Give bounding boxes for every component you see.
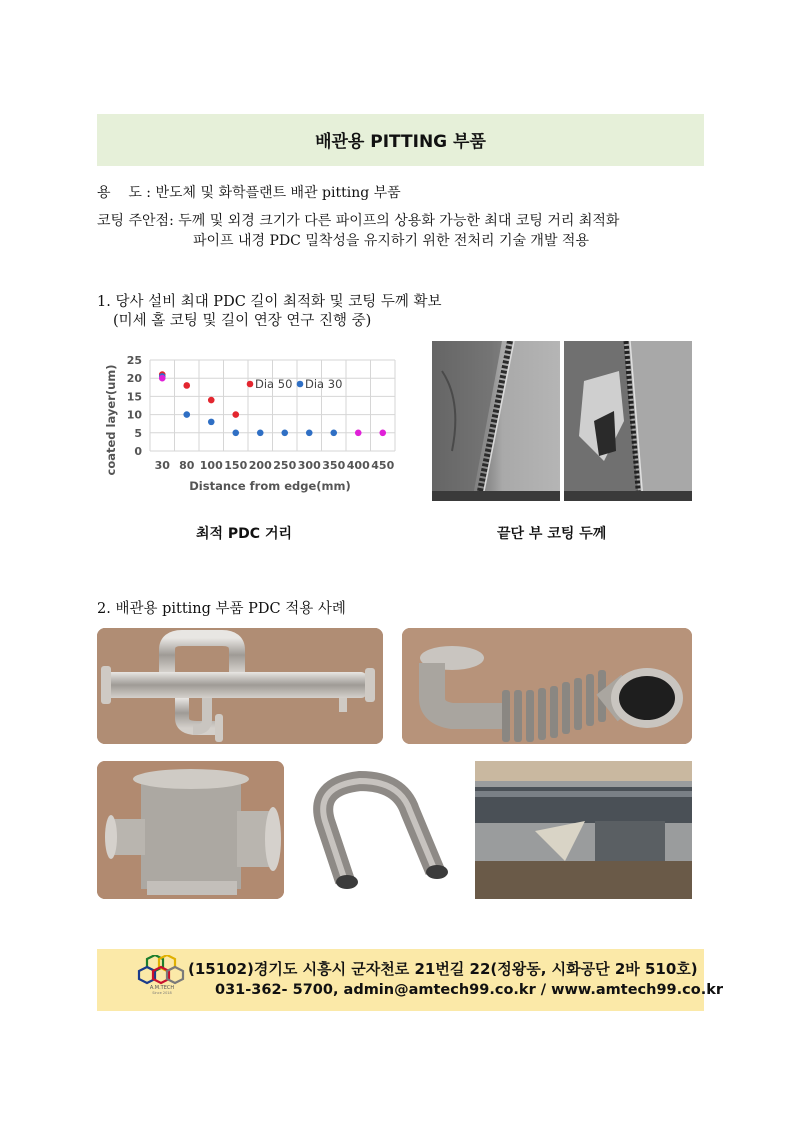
chart-x-ticks [155, 459, 395, 472]
coating-thickness-chart [100, 348, 405, 496]
footer-contact-bar [97, 949, 724, 1011]
company-address: (15102)경기도 시흥시 군자천로 21번길 22(정왕동, 시화공단 2바 510호) [188, 960, 698, 978]
sem-image-right [564, 341, 692, 501]
x-tick-label: 400 [346, 459, 370, 472]
sem-image-left [432, 341, 560, 501]
chart-y-label: coated layer(um) [104, 364, 118, 476]
photo-pipe-in-jig [475, 761, 692, 899]
y-tick-label: 0 [134, 445, 142, 458]
coating-line-1 [97, 210, 619, 230]
logo-text: A.M.TECH [149, 985, 175, 991]
data-point [306, 430, 313, 437]
title-bar [97, 114, 704, 166]
data-point [232, 411, 239, 418]
data-point [330, 430, 337, 437]
chart-x-label: Distance from edge(mm) [189, 479, 351, 493]
legend-marker [297, 381, 304, 388]
x-tick-label: 450 [371, 459, 395, 472]
data-point [257, 430, 264, 437]
data-point [232, 430, 239, 437]
photo-bellows-elbow [402, 628, 692, 744]
coating-text-2: 파이프 내경 PDC 밀착성을 유지하기 위한 전처리 기술 개발 적용 [193, 233, 589, 249]
logo-subtext: Since 2018 [152, 991, 172, 995]
legend-marker [247, 381, 254, 388]
y-tick-label: 20 [126, 372, 142, 386]
legend-label: Dia 30 [305, 377, 343, 391]
usage-label: 용 도 : [97, 185, 152, 201]
section2-heading: 2. 배관용 pitting 부품 PDC 적용 사례 [97, 601, 346, 617]
page-title: 배관용 PITTING 부품 [315, 132, 486, 152]
x-tick-label: 150 [224, 459, 248, 472]
photo-u-bend-pipe [300, 761, 460, 899]
section1-heading: 1. 당사 설비 최대 PDC 길이 최적화 및 코팅 두께 확보 [97, 294, 442, 310]
y-tick-label: 10 [126, 408, 142, 422]
coating-line-2 [193, 230, 589, 250]
photo-pipe-manifold [97, 628, 383, 744]
y-tick-label: 5 [134, 426, 142, 440]
coating-text-1: 두께 및 외경 크기가 다른 파이프의 상용화 가능한 최대 코팅 거리 최적화 [178, 213, 620, 229]
x-tick-label: 80 [179, 459, 195, 472]
data-point [159, 375, 166, 382]
legend-label: Dia 50 [255, 377, 293, 391]
data-point [183, 382, 190, 389]
usage-text: 반도체 및 화학플랜트 배관 pitting 부품 [155, 185, 401, 201]
x-tick-label: 350 [322, 459, 346, 472]
section1-subheading: (미세 홀 코팅 및 길이 연장 연구 진행 중) [113, 313, 372, 329]
y-tick-label: 15 [126, 390, 142, 404]
x-tick-label: 300 [297, 459, 321, 472]
x-tick-label: 100 [199, 459, 223, 472]
x-tick-label: 200 [248, 459, 272, 472]
y-tick-label: 25 [126, 354, 142, 367]
data-point [379, 430, 386, 437]
company-contact: 031-362- 5700, admin@amtech99.co.kr / www.amtech99.co.kr [215, 982, 724, 998]
photo-cross-fitting [97, 761, 284, 899]
data-point [355, 430, 362, 437]
x-tick-label: 30 [154, 459, 170, 472]
x-tick-label: 250 [273, 459, 297, 472]
data-point [281, 430, 288, 437]
chart-legend [247, 377, 343, 391]
caption-optimal-distance: 최적 PDC 거리 [196, 526, 293, 542]
caption-end-thickness: 끝단 부 코팅 두께 [497, 526, 607, 542]
data-point [208, 419, 215, 426]
chart-grid [150, 360, 395, 451]
data-point [183, 411, 190, 418]
usage-line [97, 182, 401, 202]
coating-label: 코팅 주안점: [97, 213, 174, 229]
data-point [208, 397, 215, 404]
amtech-logo [135, 955, 185, 1007]
chart-y-ticks [127, 354, 143, 458]
